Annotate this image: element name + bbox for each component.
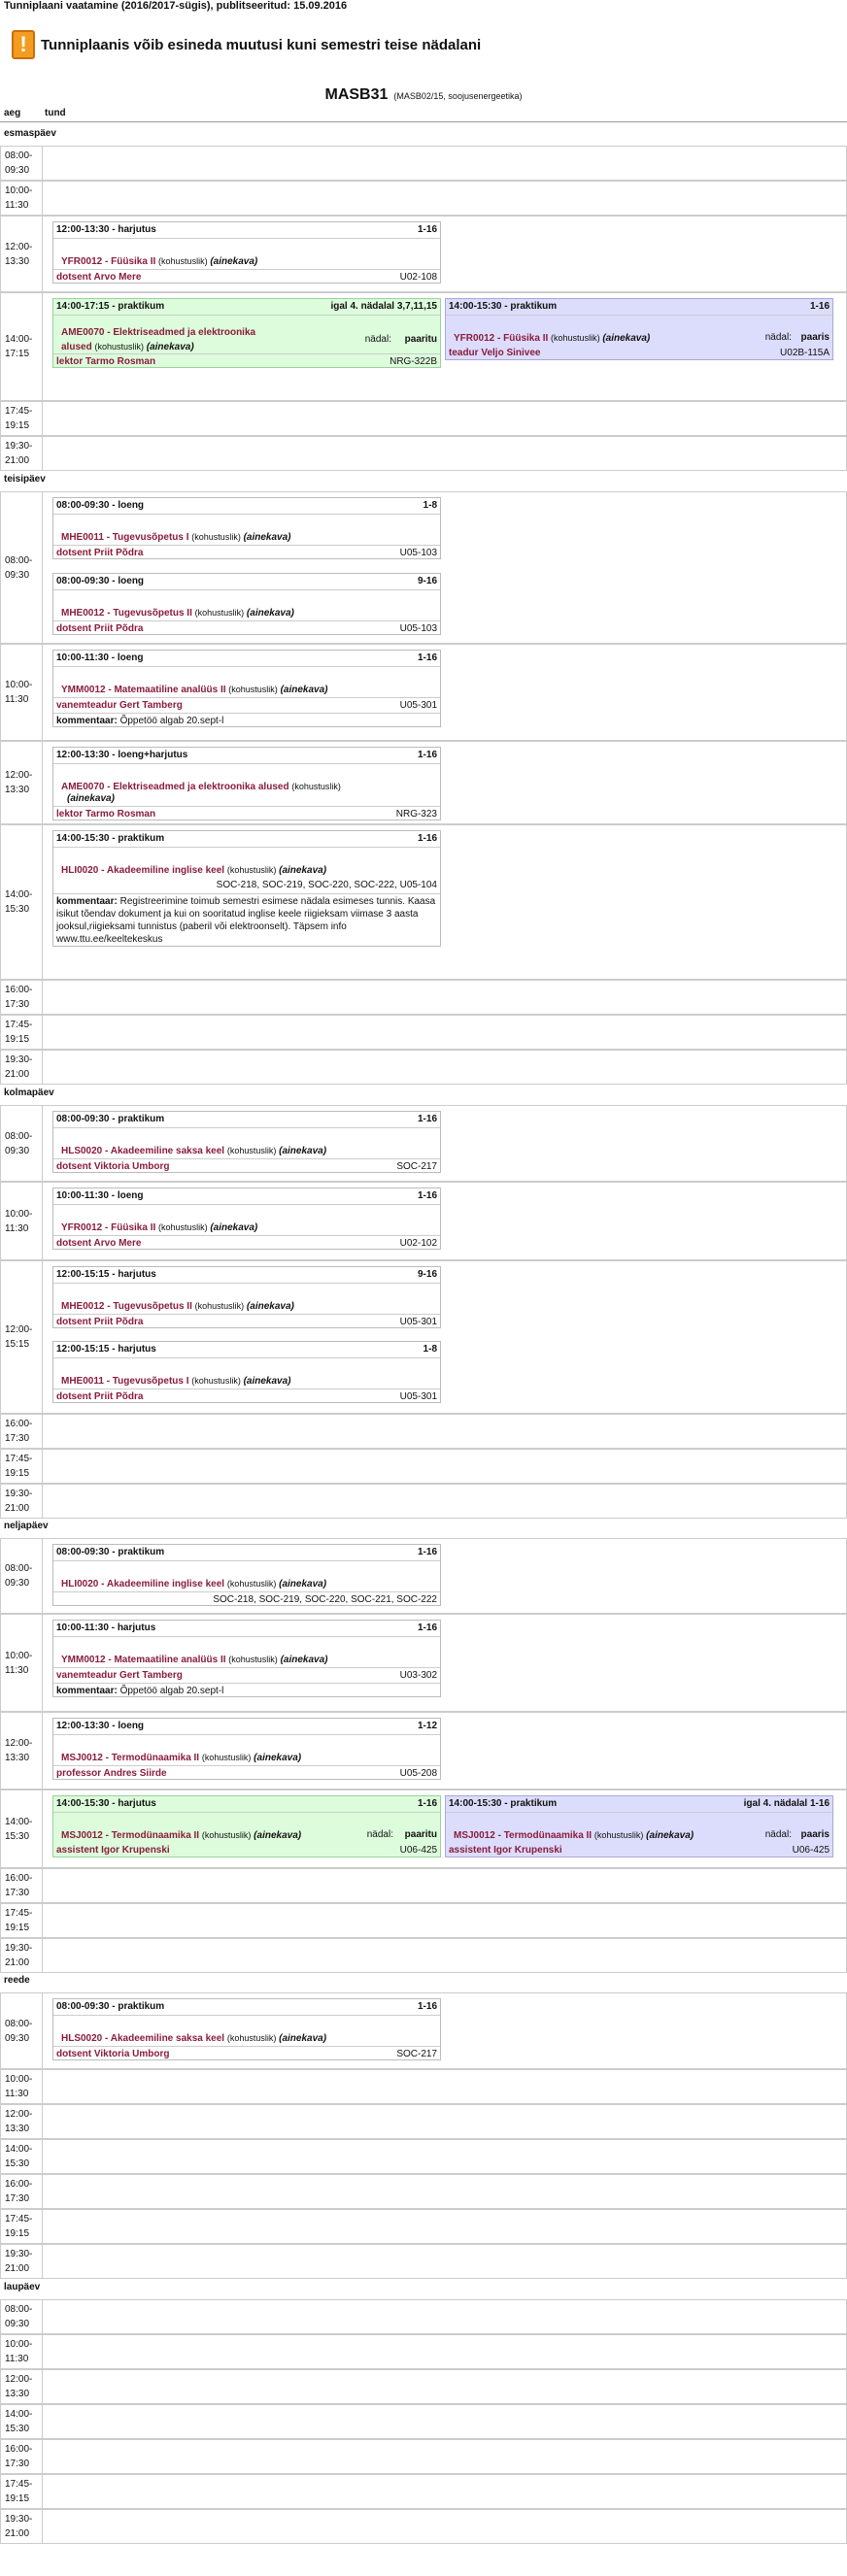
group-code: MASB31 bbox=[324, 86, 389, 103]
lesson-time-type: 10:00-11:30 - loeng bbox=[56, 1190, 144, 1201]
time-slot-label: 14:00- 15:30 bbox=[5, 2409, 33, 2434]
comment-label: kommentaar: bbox=[56, 716, 118, 726]
lesson-weeks: 9-16 bbox=[417, 1269, 437, 1280]
lesson-card[interactable] bbox=[52, 747, 441, 820]
comment-text: Õppetöö algab 20.sept-l bbox=[119, 1686, 224, 1696]
lesson-time-type: 14:00-15:30 - praktikum bbox=[449, 1798, 558, 1809]
day-heading: kolmapäev bbox=[4, 1087, 54, 1098]
lesson-cell bbox=[42, 1261, 846, 1413]
lesson-card[interactable] bbox=[52, 298, 441, 368]
room-number: NRG-322B bbox=[390, 356, 437, 367]
room-number: U06-425 bbox=[399, 1845, 437, 1856]
room-number: U05-301 bbox=[399, 1317, 437, 1327]
time-slot-label: 19:30- 21:00 bbox=[5, 1943, 33, 1968]
lesson-cell bbox=[42, 2070, 846, 2103]
syllabus-link: (ainekava) bbox=[146, 342, 194, 352]
time-slot-label: 08:00- 09:30 bbox=[5, 1130, 33, 1156]
room-number: U03-302 bbox=[399, 1670, 437, 1681]
page-title: Tunniplaani vaatamine (2016/2017-sügis), publitseeritud: 15.09.2016 bbox=[4, 0, 348, 12]
subject-name: YMM0012 - Matemaatiline analüüs II bbox=[61, 685, 226, 695]
subject-name: YFR0012 - Füüsika II bbox=[454, 333, 549, 344]
lesson-card[interactable] bbox=[445, 1795, 833, 1857]
teacher-name: lektor Tarmo Rosman bbox=[56, 809, 156, 820]
lesson-weeks: 1-16 bbox=[417, 750, 437, 760]
day-heading: neljapäev bbox=[4, 1521, 49, 1531]
time-slot-row bbox=[0, 644, 847, 741]
comment-label: kommentaar: bbox=[56, 1686, 118, 1696]
lesson-card[interactable] bbox=[52, 1544, 441, 1606]
time-slot-label: 12:00- 13:30 bbox=[5, 1738, 33, 1763]
time-slot-row bbox=[0, 1050, 847, 1085]
lesson-card[interactable] bbox=[52, 1795, 441, 1857]
room-number: U05-301 bbox=[399, 700, 437, 711]
time-slot-label: 17:45- 19:15 bbox=[5, 2479, 33, 2504]
subject-name: AME0070 - Elektriseadmed ja elektroonika alused bbox=[61, 782, 289, 792]
time-slot-label: 19:30- 21:00 bbox=[5, 1054, 33, 1080]
time-slot-label: 08:00- 09:30 bbox=[5, 151, 33, 176]
lesson-weeks: 1-16 bbox=[417, 1114, 437, 1124]
teacher-name: professor Andres Siirde bbox=[56, 1768, 167, 1779]
compulsory-label: (kohustuslik) bbox=[226, 865, 277, 875]
comment-label: kommentaar: bbox=[56, 896, 118, 907]
lesson-card[interactable] bbox=[52, 1111, 441, 1173]
teacher-name: assistent Igor Krupenski bbox=[56, 1845, 170, 1856]
syllabus-link: (ainekava) bbox=[246, 608, 294, 619]
lesson-weeks: 1-16 bbox=[417, 2001, 437, 2012]
time-slot-row bbox=[0, 1484, 847, 1519]
lesson-weeks: 1-8 bbox=[423, 1344, 437, 1355]
time-slot-label: 17:45- 19:15 bbox=[5, 406, 33, 431]
comment-text: Õppetöö algab 20.sept-l bbox=[119, 716, 224, 726]
lesson-weeks: 1-16 bbox=[417, 1547, 437, 1557]
lesson-weeks: 1-12 bbox=[417, 1721, 437, 1731]
lesson-cell bbox=[42, 1450, 846, 1483]
lesson-cell bbox=[42, 645, 846, 740]
lesson-cell bbox=[42, 2335, 846, 2368]
lesson-cell bbox=[42, 2440, 846, 2473]
time-slot-row bbox=[0, 1015, 847, 1050]
lesson-cell bbox=[42, 1939, 846, 1972]
lesson-cell bbox=[42, 492, 846, 643]
lesson-cell bbox=[42, 1993, 846, 2068]
week-parity-label: nädal: bbox=[764, 1829, 792, 1840]
time-slot-row bbox=[0, 1182, 847, 1260]
room-number: U06-425 bbox=[792, 1845, 830, 1856]
lesson-card[interactable] bbox=[52, 650, 441, 727]
teacher-name: dotsent Arvo Mere bbox=[56, 1238, 142, 1249]
lesson-weeks: 1-8 bbox=[423, 500, 437, 511]
lesson-cell bbox=[42, 1051, 846, 1084]
lesson-cell bbox=[42, 182, 846, 215]
subject-name: MSJ0012 - Termodünaamika II bbox=[454, 1830, 593, 1841]
compulsory-label: (kohustuslik) bbox=[226, 1579, 277, 1589]
week-parity: paaritu bbox=[404, 334, 437, 345]
lesson-card[interactable] bbox=[52, 221, 441, 284]
subject-name: HLS0020 - Akadeemiline saksa keel bbox=[61, 2033, 225, 2044]
teacher-name: dotsent Viktoria Umborg bbox=[56, 1161, 170, 1172]
time-slot-label: 08:00- 09:30 bbox=[5, 2018, 33, 2044]
lesson-weeks: 1-16 bbox=[417, 1190, 437, 1201]
time-slot-row bbox=[0, 1790, 847, 1868]
syllabus-link: (ainekava) bbox=[279, 1146, 327, 1156]
compulsory-label: (kohustuslik) bbox=[191, 1376, 241, 1386]
compulsory-label: (kohustuslik) bbox=[228, 1655, 278, 1664]
teacher-name: lektor Tarmo Rosman bbox=[56, 356, 156, 367]
comment-text: Registreerimine toimub semestri esimese nädala esimeses tunnis. Kaasa isikut tõendav dokument ja kui on sooritatud inglise keele riigieksam viimase 3 aasta jooksul,riigieksami tunnistus (paberil või elektroonselt). Täpsem info www.ttu.ee/keeltekeskus bbox=[56, 896, 436, 945]
lesson-time-type: 10:00-11:30 - harjutus bbox=[56, 1623, 156, 1633]
time-slot-label: 14:00- 15:30 bbox=[5, 889, 33, 915]
time-slot-row bbox=[0, 2209, 847, 2244]
compulsory-label: (kohustuslik) bbox=[593, 1830, 644, 1840]
time-slot-row bbox=[0, 1868, 847, 1903]
week-parity-label: nädal: bbox=[366, 1829, 393, 1840]
lesson-cell bbox=[42, 1415, 846, 1448]
time-slot-label: 16:00- 17:30 bbox=[5, 2179, 33, 2204]
lesson-cell bbox=[42, 825, 846, 979]
column-header-time: aeg bbox=[4, 108, 21, 118]
teacher-name: teadur Veljo Sinivee bbox=[449, 348, 541, 358]
subject-name: MHE0011 - Tugevusõpetus I bbox=[61, 532, 189, 543]
group-heading bbox=[0, 86, 847, 104]
room-number: U02B-115A bbox=[780, 348, 830, 358]
time-slot-row bbox=[0, 1105, 847, 1182]
room-number: U05-103 bbox=[399, 548, 437, 558]
time-slot-row bbox=[0, 980, 847, 1015]
time-slot-row bbox=[0, 2069, 847, 2104]
warning-icon: ! bbox=[12, 30, 35, 59]
lesson-card[interactable] bbox=[52, 573, 441, 635]
lesson-time-type: 12:00-13:30 - loeng bbox=[56, 1721, 145, 1731]
lesson-cell bbox=[42, 2300, 846, 2333]
week-parity-label: nädal: bbox=[364, 334, 391, 345]
time-slot-row bbox=[0, 491, 847, 644]
lesson-card[interactable] bbox=[52, 1718, 441, 1780]
subject-name: MSJ0012 - Termodünaamika II bbox=[61, 1753, 200, 1763]
room-number: SOC-218, SOC-219, SOC-220, SOC-221, SOC-222 bbox=[213, 1594, 437, 1605]
time-slot-row bbox=[0, 2509, 847, 2544]
lesson-weeks: 1-16 bbox=[417, 224, 437, 235]
day-heading: reede bbox=[4, 1975, 30, 1986]
lesson-cell bbox=[42, 1539, 846, 1613]
compulsory-label: (kohustuslik) bbox=[201, 1753, 252, 1762]
syllabus-link: (ainekava) bbox=[210, 256, 258, 267]
room-number: U05-103 bbox=[399, 623, 437, 634]
syllabus-link: (ainekava) bbox=[243, 532, 291, 543]
room-number: U05-208 bbox=[399, 1768, 437, 1779]
syllabus-link: (ainekava) bbox=[243, 1376, 291, 1387]
compulsory-label: (kohustuslik) bbox=[226, 1146, 277, 1155]
time-slot-label: 16:00- 17:30 bbox=[5, 985, 33, 1010]
header-divider bbox=[0, 121, 847, 122]
time-slot-row bbox=[0, 1712, 847, 1790]
time-slot-row bbox=[0, 436, 847, 471]
time-slot-row bbox=[0, 741, 847, 824]
lesson-cell bbox=[42, 1485, 846, 1518]
room-number: U05-301 bbox=[399, 1391, 437, 1402]
lesson-cell bbox=[42, 1016, 846, 1049]
time-slot-label: 17:45- 19:15 bbox=[5, 2214, 33, 2239]
time-slot-label: 08:00- 09:30 bbox=[5, 2304, 33, 2329]
lesson-cell bbox=[42, 1106, 846, 1181]
time-slot-row bbox=[0, 2299, 847, 2334]
time-slot-row bbox=[0, 2104, 847, 2139]
syllabus-link: (ainekava) bbox=[279, 2033, 327, 2044]
room-number: NRG-323 bbox=[395, 809, 437, 820]
lesson-time-type: 12:00-13:30 - loeng+harjutus bbox=[56, 750, 188, 760]
lesson-cell bbox=[42, 2370, 846, 2403]
time-slot-row bbox=[0, 216, 847, 292]
time-slot-row bbox=[0, 1992, 847, 2069]
lesson-weeks: 1-16 bbox=[809, 301, 830, 312]
subject-name: YFR0012 - Füüsika II bbox=[61, 256, 156, 267]
time-slot-row bbox=[0, 146, 847, 181]
time-slot-row bbox=[0, 1414, 847, 1449]
lesson-time-type: 08:00-09:30 - praktikum bbox=[56, 1114, 165, 1124]
time-slot-row bbox=[0, 2369, 847, 2404]
lesson-time-type: 08:00-09:30 - loeng bbox=[56, 500, 145, 511]
syllabus-link: (ainekava) bbox=[279, 1579, 327, 1589]
lesson-weeks: 9-16 bbox=[417, 576, 437, 586]
compulsory-label: (kohustuslik) bbox=[194, 608, 245, 618]
time-slot-label: 17:45- 19:15 bbox=[5, 1020, 33, 1045]
syllabus-link: (ainekava) bbox=[254, 1753, 302, 1763]
time-slot-label: 19:30- 21:00 bbox=[5, 1489, 33, 1514]
room-number: SOC-217 bbox=[396, 1161, 437, 1172]
lesson-cell bbox=[42, 2210, 846, 2243]
teacher-name: vanemteadur Gert Tamberg bbox=[56, 1670, 183, 1681]
time-slot-row bbox=[0, 2474, 847, 2509]
syllabus-link: (ainekava) bbox=[254, 1830, 302, 1841]
subject-name: YFR0012 - Füüsika II bbox=[61, 1222, 156, 1233]
time-slot-row bbox=[0, 1903, 847, 1938]
time-slot-label: 16:00- 17:30 bbox=[5, 1873, 33, 1898]
lesson-time-type: 14:00-15:30 - praktikum bbox=[449, 301, 558, 312]
time-slot-row bbox=[0, 824, 847, 980]
compulsory-label: (kohustuslik) bbox=[158, 256, 208, 266]
subject-name: MHE0012 - Tugevusõpetus II bbox=[61, 1301, 192, 1312]
teacher-name: dotsent Priit Põdra bbox=[56, 548, 144, 558]
room-number: U02-102 bbox=[399, 1238, 437, 1249]
lesson-weeks: igal 4. nädalal 3,7,11,15 bbox=[330, 301, 437, 312]
time-slot-label: 19:30- 21:00 bbox=[5, 441, 33, 466]
lesson-card[interactable] bbox=[52, 1620, 441, 1697]
syllabus-link: (ainekava) bbox=[246, 1301, 294, 1312]
lesson-cell bbox=[42, 147, 846, 180]
lesson-weeks: 1-16 bbox=[417, 652, 437, 663]
syllabus-link: (ainekava) bbox=[280, 685, 328, 695]
time-slot-row bbox=[0, 2139, 847, 2174]
time-slot-row bbox=[0, 292, 847, 401]
column-header-lesson: tund bbox=[45, 108, 66, 118]
lesson-time-type: 14:00-15:30 - harjutus bbox=[56, 1798, 156, 1809]
time-slot-label: 12:00- 15:15 bbox=[5, 1324, 33, 1350]
lesson-card[interactable] bbox=[445, 298, 833, 360]
room-number: SOC-217 bbox=[396, 2049, 437, 2059]
lesson-cell bbox=[42, 1713, 846, 1789]
lesson-weeks: 1-16 bbox=[417, 1623, 437, 1633]
lesson-cell bbox=[42, 437, 846, 470]
lesson-cell bbox=[42, 402, 846, 435]
lesson-cell bbox=[42, 2510, 846, 2543]
time-slot-label: 17:45- 19:15 bbox=[5, 1454, 33, 1479]
lesson-card[interactable] bbox=[52, 1341, 441, 1403]
time-slot-row bbox=[0, 181, 847, 216]
time-slot-row bbox=[0, 2174, 847, 2209]
time-slot-label: 16:00- 17:30 bbox=[5, 1419, 33, 1444]
syllabus-link: (ainekava) bbox=[280, 1655, 328, 1665]
lesson-card[interactable] bbox=[52, 1998, 441, 2060]
group-subtitle: (MASB02/15, soojusenergeetika) bbox=[393, 91, 523, 101]
time-slot-row bbox=[0, 401, 847, 436]
syllabus-link: (ainekava) bbox=[646, 1830, 695, 1841]
syllabus-link: (ainekava) bbox=[602, 333, 651, 344]
lesson-cell bbox=[42, 1869, 846, 1902]
lesson-time-type: 12:00-15:15 - harjutus bbox=[56, 1344, 156, 1355]
compulsory-label: (kohustuslik) bbox=[94, 342, 144, 351]
room-number: SOC-218, SOC-219, SOC-220, SOC-222, U05-104 bbox=[216, 880, 437, 890]
time-slot-row bbox=[0, 2404, 847, 2439]
lesson-weeks: 1-16 bbox=[417, 833, 437, 844]
compulsory-label: (kohustuslik) bbox=[226, 2033, 277, 2043]
time-slot-row bbox=[0, 2244, 847, 2279]
time-slot-label: 17:45- 19:15 bbox=[5, 1908, 33, 1933]
time-slot-label: 16:00- 17:30 bbox=[5, 2444, 33, 2469]
day-heading: esmaspäev bbox=[4, 128, 56, 139]
lesson-time-type: 08:00-09:30 - praktikum bbox=[56, 2001, 165, 2012]
teacher-name: vanemteadur Gert Tamberg bbox=[56, 700, 183, 711]
compulsory-label: (kohustuslik) bbox=[228, 685, 278, 694]
time-slot-label: 10:00- 11:30 bbox=[5, 2074, 33, 2099]
subject-name-cont: alused bbox=[61, 342, 92, 352]
lesson-time-type: 14:00-15:30 - praktikum bbox=[56, 833, 165, 844]
lesson-cell bbox=[42, 1790, 846, 1867]
lesson-time-type: 08:00-09:30 - praktikum bbox=[56, 1547, 165, 1557]
time-slot-label: 12:00- 13:30 bbox=[5, 2109, 33, 2134]
time-slot-row bbox=[0, 2334, 847, 2369]
lesson-cell bbox=[42, 293, 846, 400]
day-heading: laupäev bbox=[4, 2282, 41, 2292]
lesson-time-type: 12:00-13:30 - harjutus bbox=[56, 224, 156, 235]
lesson-time-type: 14:00-17:15 - praktikum bbox=[56, 301, 165, 312]
notice-text: Tunniplaanis võib esineda muutusi kuni semestri teise nädalani bbox=[41, 36, 482, 53]
lesson-cell bbox=[42, 217, 846, 291]
lesson-card[interactable] bbox=[52, 830, 441, 947]
time-slot-label: 10:00- 11:30 bbox=[5, 1650, 33, 1676]
lesson-cell bbox=[42, 981, 846, 1014]
lesson-time-type: 12:00-15:15 - harjutus bbox=[56, 1269, 156, 1280]
teacher-name: dotsent Priit Põdra bbox=[56, 1317, 144, 1327]
time-slot-row bbox=[0, 1538, 847, 1614]
teacher-name: dotsent Viktoria Umborg bbox=[56, 2049, 170, 2059]
week-parity: paaritu bbox=[404, 1829, 437, 1840]
lesson-cell bbox=[42, 2405, 846, 2438]
lesson-cell bbox=[42, 742, 846, 823]
time-slot-row bbox=[0, 1260, 847, 1414]
teacher-name: dotsent Priit Põdra bbox=[56, 623, 144, 634]
compulsory-label: (kohustuslik) bbox=[291, 782, 341, 791]
teacher-name: assistent Igor Krupenski bbox=[449, 1845, 562, 1856]
lesson-card[interactable] bbox=[52, 497, 441, 559]
time-slot-label: 14:00- 17:15 bbox=[5, 334, 33, 359]
compulsory-label: (kohustuslik) bbox=[191, 532, 241, 542]
subject-name: AME0070 - Elektriseadmed ja elektroonika bbox=[61, 327, 256, 338]
lesson-cell bbox=[42, 1904, 846, 1937]
teacher-name: dotsent Arvo Mere bbox=[56, 272, 142, 283]
time-slot-label: 08:00- 09:30 bbox=[5, 1563, 33, 1589]
time-slot-label: 12:00- 13:30 bbox=[5, 770, 33, 795]
lesson-card[interactable] bbox=[52, 1188, 441, 1250]
time-slot-label: 14:00- 15:30 bbox=[5, 2144, 33, 2169]
lesson-cell bbox=[42, 1615, 846, 1711]
subject-name: HLI0020 - Akadeemiline inglise keel bbox=[61, 1579, 225, 1589]
lesson-cell bbox=[42, 2105, 846, 2138]
subject-name: YMM0012 - Matemaatiline analüüs II bbox=[61, 1655, 226, 1665]
time-slot-label: 10:00- 11:30 bbox=[5, 2339, 33, 2364]
week-parity: paaris bbox=[800, 1829, 830, 1840]
lesson-cell bbox=[42, 2245, 846, 2278]
lesson-cell bbox=[42, 1183, 846, 1259]
compulsory-label: (kohustuslik) bbox=[194, 1301, 245, 1311]
time-slot-label: 08:00- 09:30 bbox=[5, 554, 33, 581]
subject-name: HLS0020 - Akadeemiline saksa keel bbox=[61, 1146, 225, 1156]
time-slot-label: 10:00- 11:30 bbox=[5, 185, 33, 211]
week-parity: paaris bbox=[800, 332, 830, 343]
lesson-weeks: igal 4. nädalal 1-16 bbox=[743, 1798, 830, 1809]
syllabus-link: (ainekava) bbox=[279, 865, 327, 876]
subject-name: MSJ0012 - Termodünaamika II bbox=[61, 1830, 200, 1841]
lesson-cell bbox=[42, 2175, 846, 2208]
subject-name: MHE0012 - Tugevusõpetus II bbox=[61, 608, 192, 619]
time-slot-label: 19:30- 21:00 bbox=[5, 2249, 33, 2274]
compulsory-label: (kohustuslik) bbox=[201, 1830, 252, 1840]
lesson-cell bbox=[42, 2475, 846, 2508]
time-slot-label: 12:00- 13:30 bbox=[5, 241, 33, 267]
lesson-time-type: 10:00-11:30 - loeng bbox=[56, 652, 144, 663]
time-slot-label: 19:30- 21:00 bbox=[5, 2514, 33, 2539]
time-slot-label: 10:00- 11:30 bbox=[5, 1208, 33, 1234]
time-slot-row bbox=[0, 1938, 847, 1973]
time-slot-label: 14:00- 15:30 bbox=[5, 1816, 33, 1842]
week-parity-label: nädal: bbox=[764, 332, 792, 343]
teacher-name: dotsent Priit Põdra bbox=[56, 1391, 144, 1402]
subject-name: MHE0011 - Tugevusõpetus I bbox=[61, 1376, 189, 1387]
compulsory-label: (kohustuslik) bbox=[158, 1222, 208, 1232]
subject-name: HLI0020 - Akadeemiline inglise keel bbox=[61, 865, 225, 876]
lesson-weeks: 1-16 bbox=[417, 1798, 437, 1809]
time-slot-row bbox=[0, 1614, 847, 1712]
lesson-cell bbox=[42, 2140, 846, 2173]
room-number: U02-108 bbox=[399, 272, 437, 283]
syllabus-link: (ainekava) bbox=[210, 1222, 258, 1233]
notice-banner bbox=[12, 29, 481, 60]
time-slot-label: 12:00- 13:30 bbox=[5, 2374, 33, 2399]
time-slot-row bbox=[0, 1449, 847, 1484]
lesson-time-type: 08:00-09:30 - loeng bbox=[56, 576, 145, 586]
compulsory-label: (kohustuslik) bbox=[551, 333, 600, 343]
time-slot-label: 10:00- 11:30 bbox=[5, 680, 33, 705]
day-heading: teisipäev bbox=[4, 474, 46, 485]
time-slot-row bbox=[0, 2439, 847, 2474]
syllabus-link: (ainekava) bbox=[67, 793, 115, 804]
lesson-card[interactable] bbox=[52, 1266, 441, 1328]
